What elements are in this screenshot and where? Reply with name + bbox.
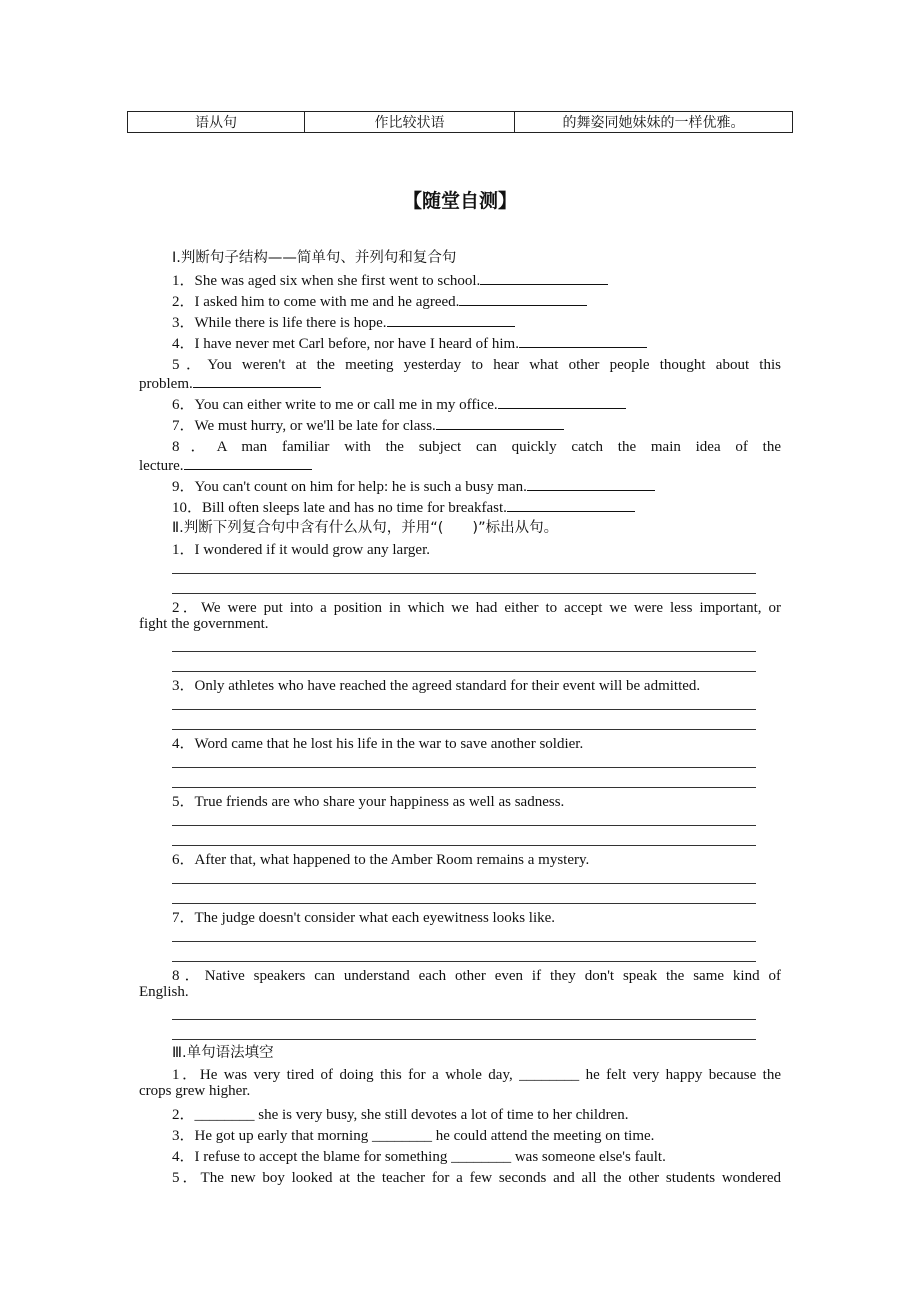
- item-number: 4．: [172, 336, 195, 352]
- item-text: We must hurry, or we'll be late for class.: [194, 418, 436, 434]
- item-text: I asked him to come with me and he agreed.: [194, 294, 460, 310]
- answer-blank[interactable]: [507, 497, 635, 512]
- page-title: 【随堂自测】: [402, 190, 517, 212]
- item-number: 8．: [172, 968, 205, 984]
- answer-blank[interactable]: [193, 373, 321, 388]
- list-item: [172, 269, 608, 290]
- item-text: was someone else's fault.: [514, 1149, 666, 1165]
- item-number: 3．: [172, 678, 195, 694]
- answer-line[interactable]: [172, 961, 756, 962]
- item-text: We were put into a position in which we had either to accept we were less important, or: [200, 600, 781, 616]
- item-text: True friends are who share your happiness as well as sadness.: [194, 794, 565, 810]
- answer-line[interactable]: [172, 845, 756, 846]
- answer-line[interactable]: [172, 573, 756, 574]
- item-number: 2．: [172, 600, 201, 616]
- list-item: [172, 1124, 654, 1145]
- answer-line[interactable]: [172, 709, 756, 710]
- section2-heading: Ⅱ.判断下列复合句中含有什么从句，并用“( )”标出从句。: [172, 520, 559, 536]
- item-number: 5．: [172, 1170, 201, 1186]
- list-item: [172, 414, 564, 435]
- item-text: lecture.: [139, 458, 184, 474]
- item-text: He got up early that morning: [194, 1128, 369, 1144]
- list-item: [172, 496, 635, 517]
- answer-blank[interactable]: [498, 394, 626, 409]
- item-text: crops grew higher.: [139, 1083, 251, 1099]
- list-item: [172, 435, 781, 456]
- answer-line[interactable]: [172, 883, 756, 884]
- item-number: 1．: [172, 273, 195, 289]
- item-number: 3．: [172, 315, 195, 331]
- list-item: [172, 964, 781, 985]
- item-number: 1．: [172, 542, 195, 558]
- item-number: 3．: [172, 1128, 195, 1144]
- item-text: I wondered if it would grow any larger.: [194, 542, 431, 558]
- list-item: [172, 848, 589, 869]
- item-text: You can either write to me or call me in my office.: [194, 397, 498, 413]
- item-number: 2．: [172, 294, 195, 310]
- list-item-continuation: [139, 616, 269, 633]
- item-text: The judge doesn't consider what each eyewitness looks like.: [194, 910, 556, 926]
- item-number: 1．: [172, 1067, 200, 1083]
- item-number: 5．: [172, 357, 208, 373]
- item-number: 8．: [172, 439, 217, 455]
- comparison-table: [127, 111, 793, 133]
- item-text: You can't count on him for help: he is such a busy man.: [194, 479, 527, 495]
- list-item: [172, 674, 700, 695]
- list-item: [172, 1145, 666, 1166]
- list-item: [172, 1103, 628, 1124]
- item-text: Bill often sleeps late and has no time for breakfast.: [202, 500, 507, 516]
- list-item: [172, 332, 647, 353]
- list-item-continuation: [139, 1083, 250, 1100]
- item-number: 5．: [172, 794, 195, 810]
- item-number: 6．: [172, 852, 195, 868]
- table-row: [128, 112, 793, 133]
- item-text: Only athletes who have reached the agreed standard for their event will be admitted.: [194, 678, 701, 694]
- answer-line[interactable]: [172, 1019, 756, 1020]
- answer-blank[interactable]: [184, 455, 312, 470]
- answer-line[interactable]: [172, 1039, 756, 1040]
- list-item: [172, 475, 655, 496]
- item-number: 10．: [172, 500, 203, 516]
- item-text: Native speakers can understand each other even if they don't speak the same kind of: [204, 968, 781, 984]
- answer-blank[interactable]: [459, 291, 587, 306]
- item-number: 4．: [172, 736, 195, 752]
- table-cell: 作比较状语: [305, 112, 515, 133]
- answer-line[interactable]: [172, 903, 756, 904]
- list-item: [172, 311, 515, 332]
- list-item: [172, 538, 430, 559]
- item-number: 9．: [172, 479, 195, 495]
- item-text: A man familiar with the subject can quickly catch the main idea of the: [216, 439, 781, 455]
- item-number: 4．: [172, 1149, 195, 1165]
- item-text: The new boy looked at the teacher for a few seconds and all the other students wondered: [200, 1170, 781, 1186]
- answer-line[interactable]: [172, 941, 756, 942]
- item-text: Word came that he lost his life in the war to save another soldier.: [194, 736, 584, 752]
- list-item: [172, 906, 555, 927]
- item-text: You weren't at the meeting yesterday to hear what other people thought about this: [207, 357, 781, 373]
- item-text: fight the government.: [139, 616, 269, 632]
- section3-heading: Ⅲ.单句语法填空: [172, 1045, 274, 1061]
- section1-heading: Ⅰ.判断句子结构——简单句、并列句和复合句: [172, 250, 457, 266]
- answer-blank[interactable]: ________: [519, 1067, 580, 1083]
- list-item-continuation: [139, 984, 189, 1001]
- item-text: After that, what happened to the Amber Room remains a mystery.: [194, 852, 590, 868]
- list-item: [172, 790, 564, 811]
- item-text: She was aged six when she first went to school.: [194, 273, 481, 289]
- item-text: I refuse to accept the blame for something: [194, 1149, 448, 1165]
- list-item: [172, 596, 781, 617]
- answer-blank[interactable]: [387, 312, 515, 327]
- table-cell: 语从句: [128, 112, 305, 133]
- item-number: 7．: [172, 418, 195, 434]
- list-item: [172, 353, 781, 374]
- table-cell: 的舞姿同她妹妹的一样优雅。: [515, 112, 793, 133]
- list-item-continuation: [139, 455, 312, 475]
- item-number: 6．: [172, 397, 195, 413]
- answer-line[interactable]: [172, 825, 756, 826]
- item-text: English.: [139, 984, 189, 1000]
- item-text: he could attend the meeting on time.: [435, 1128, 655, 1144]
- item-text: I have never met Carl before, nor have I heard of him.: [194, 336, 519, 352]
- answer-line[interactable]: [172, 651, 756, 652]
- item-text: she is very busy, she still devotes a lot of time to her children.: [258, 1107, 629, 1123]
- answer-blank[interactable]: ________: [194, 1107, 255, 1123]
- item-number: 2．: [172, 1107, 195, 1123]
- item-text: He was very tired of doing this for a whole day,: [199, 1067, 513, 1083]
- answer-blank[interactable]: [527, 476, 655, 491]
- answer-line[interactable]: [172, 729, 756, 730]
- list-item: [172, 1063, 781, 1084]
- answer-line[interactable]: [172, 767, 756, 768]
- answer-blank[interactable]: ________: [371, 1128, 432, 1144]
- answer-blank[interactable]: [436, 415, 564, 430]
- item-text: problem.: [139, 376, 193, 392]
- item-number: 7．: [172, 910, 195, 926]
- list-item: [172, 290, 587, 311]
- answer-line[interactable]: [172, 787, 756, 788]
- item-text: he felt very happy because the: [585, 1067, 781, 1083]
- answer-blank[interactable]: ________: [451, 1149, 512, 1165]
- answer-line[interactable]: [172, 671, 756, 672]
- list-item: [172, 732, 583, 753]
- list-item: [172, 1166, 781, 1187]
- answer-blank[interactable]: [480, 270, 608, 285]
- answer-blank[interactable]: [519, 333, 647, 348]
- answer-line[interactable]: [172, 593, 756, 594]
- list-item-continuation: [139, 373, 321, 393]
- item-text: While there is life there is hope.: [194, 315, 387, 331]
- list-item: [172, 393, 626, 414]
